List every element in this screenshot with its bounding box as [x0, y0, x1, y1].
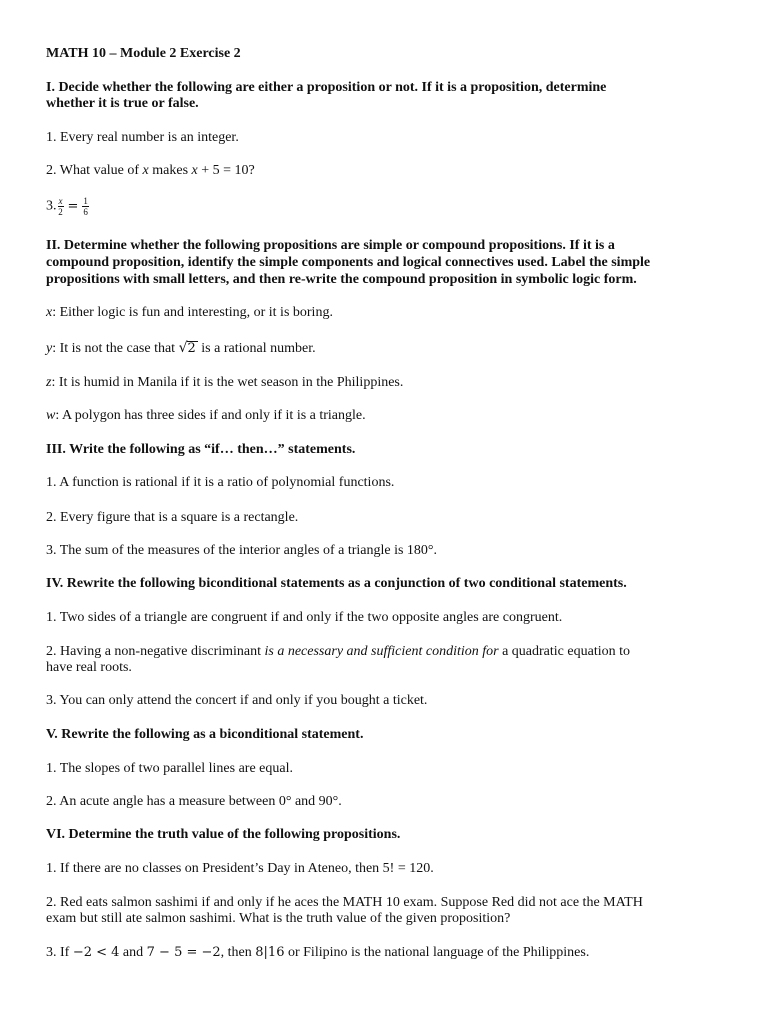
fraction-x-over-2: [58, 196, 64, 217]
proposition-label: w: [46, 408, 56, 423]
section-4-item-2-line-1: [46, 643, 726, 660]
section-6-heading: VI. Determine the truth value of the following propositions.: [46, 827, 401, 842]
fraction-denominator: 2: [58, 207, 63, 217]
section-2-heading-line-3: propositions with small letters, and then re-write the compound proposition in symbolic logic form.: [46, 272, 637, 287]
proposition-label: x: [46, 305, 53, 320]
section-4-item-3: 3. You can only attend the concert if and only if you bought a ticket.: [46, 693, 428, 708]
fraction-1-over-6: [82, 196, 89, 217]
item-3-label: 3.: [46, 198, 57, 214]
radicand: 2: [187, 341, 196, 356]
proposition-x: [46, 304, 726, 321]
fraction-denominator: 6: [83, 207, 88, 217]
item-3-middle: , then: [220, 945, 256, 960]
item-2-variable: x: [142, 163, 149, 178]
section-5-heading: V. Rewrite the following as a biconditional statement.: [46, 727, 364, 742]
item-3-suffix: or Filipino is the national language of the Philippines.: [284, 945, 590, 960]
section-1-heading-line-1: I. Decide whether the following are either a proposition or not. If it is a proposition, determine: [46, 80, 607, 95]
page-title: MATH 10 – Module 2 Exercise 2: [46, 46, 241, 61]
math-expression-divides: 8|16: [255, 945, 285, 960]
item-2-prefix: 2. What value of: [46, 163, 143, 178]
section-4-item-2-line-2: have real roots.: [46, 660, 132, 675]
fraction-numerator: 1: [83, 196, 88, 206]
proposition-text-prefix: : It is not the case that: [52, 341, 179, 356]
item-2-suffix: + 5 = 10?: [197, 163, 255, 178]
math-expression-inequality: −2 < 4: [72, 945, 120, 960]
item-2-expression-variable: x: [191, 163, 198, 178]
proposition-w: [46, 407, 726, 424]
section-4-item-1: 1. Two sides of a triangle are congruent if and only if the two opposite angles are congruent.: [46, 610, 563, 625]
proposition-text: : A polygon has three sides if and only if it is a triangle.: [55, 408, 366, 423]
section-6-item-3: [46, 944, 726, 961]
section-5-item-2: 2. An acute angle has a measure between 0° and 90°.: [46, 794, 342, 809]
section-3-item-1: 1. A function is rational if it is a ratio of polynomial functions.: [46, 475, 395, 490]
item-3-prefix: 3. If: [46, 945, 73, 960]
equals-sign: =: [67, 198, 79, 214]
math-expression-equation: 7 − 5 = −2: [146, 945, 221, 960]
proposition-label: y: [46, 341, 53, 356]
section-3-item-2: 2. Every figure that is a square is a rectangle.: [46, 510, 299, 525]
proposition-y: [46, 340, 726, 357]
section-6-item-1: 1. If there are no classes on President’s Day in Ateneo, then 5! = 120.: [46, 861, 434, 876]
section-2-heading-line-2: compound proposition, identify the simple components and logical connectives used. Label the simple: [46, 255, 651, 270]
section-6-item-2-line-1: 2. Red eats salmon sashimi if and only if he aces the MATH 10 exam. Suppose Red did not ace the MATH: [46, 895, 643, 910]
section-1-item-2: [46, 162, 726, 179]
section-2-heading-line-1: II. Determine whether the following propositions are simple or compound propositions. If it is a: [46, 238, 615, 253]
item-2-middle: makes: [148, 163, 192, 178]
proposition-label: z: [46, 375, 52, 390]
item-2-italic-phrase: is a necessary and sufficient condition for: [264, 644, 499, 659]
proposition-text: : Either logic is fun and interesting, or it is boring.: [52, 305, 333, 320]
section-5-item-1: 1. The slopes of two parallel lines are equal.: [46, 761, 293, 776]
proposition-text: : It is humid in Manila if it is the wet season in the Philippines.: [51, 375, 404, 390]
section-4-heading: IV. Rewrite the following biconditional statements as a conjunction of two conditional statements.: [46, 576, 627, 591]
item-3-and: and: [119, 945, 147, 960]
fraction-numerator: x: [58, 196, 63, 206]
proposition-z: [46, 374, 726, 391]
section-1-item-3: [46, 196, 726, 217]
section-3-heading: III. Write the following as “if… then…” statements.: [46, 442, 356, 457]
section-3-item-3: 3. The sum of the measures of the interior angles of a triangle is 180°.: [46, 543, 438, 558]
item-2-suffix: a quadratic equation to: [498, 644, 630, 659]
section-1-item-1: 1. Every real number is an integer.: [46, 130, 239, 145]
radical-sign: √: [178, 340, 188, 356]
item-2-prefix: 2. Having a non-negative discriminant: [46, 644, 265, 659]
proposition-text-suffix: is a rational number.: [197, 341, 316, 356]
section-1-heading-line-2: whether it is true or false.: [46, 96, 199, 111]
section-6-item-2-line-2: exam but still ate salmon sashimi. What is the truth value of the given proposition?: [46, 911, 511, 926]
